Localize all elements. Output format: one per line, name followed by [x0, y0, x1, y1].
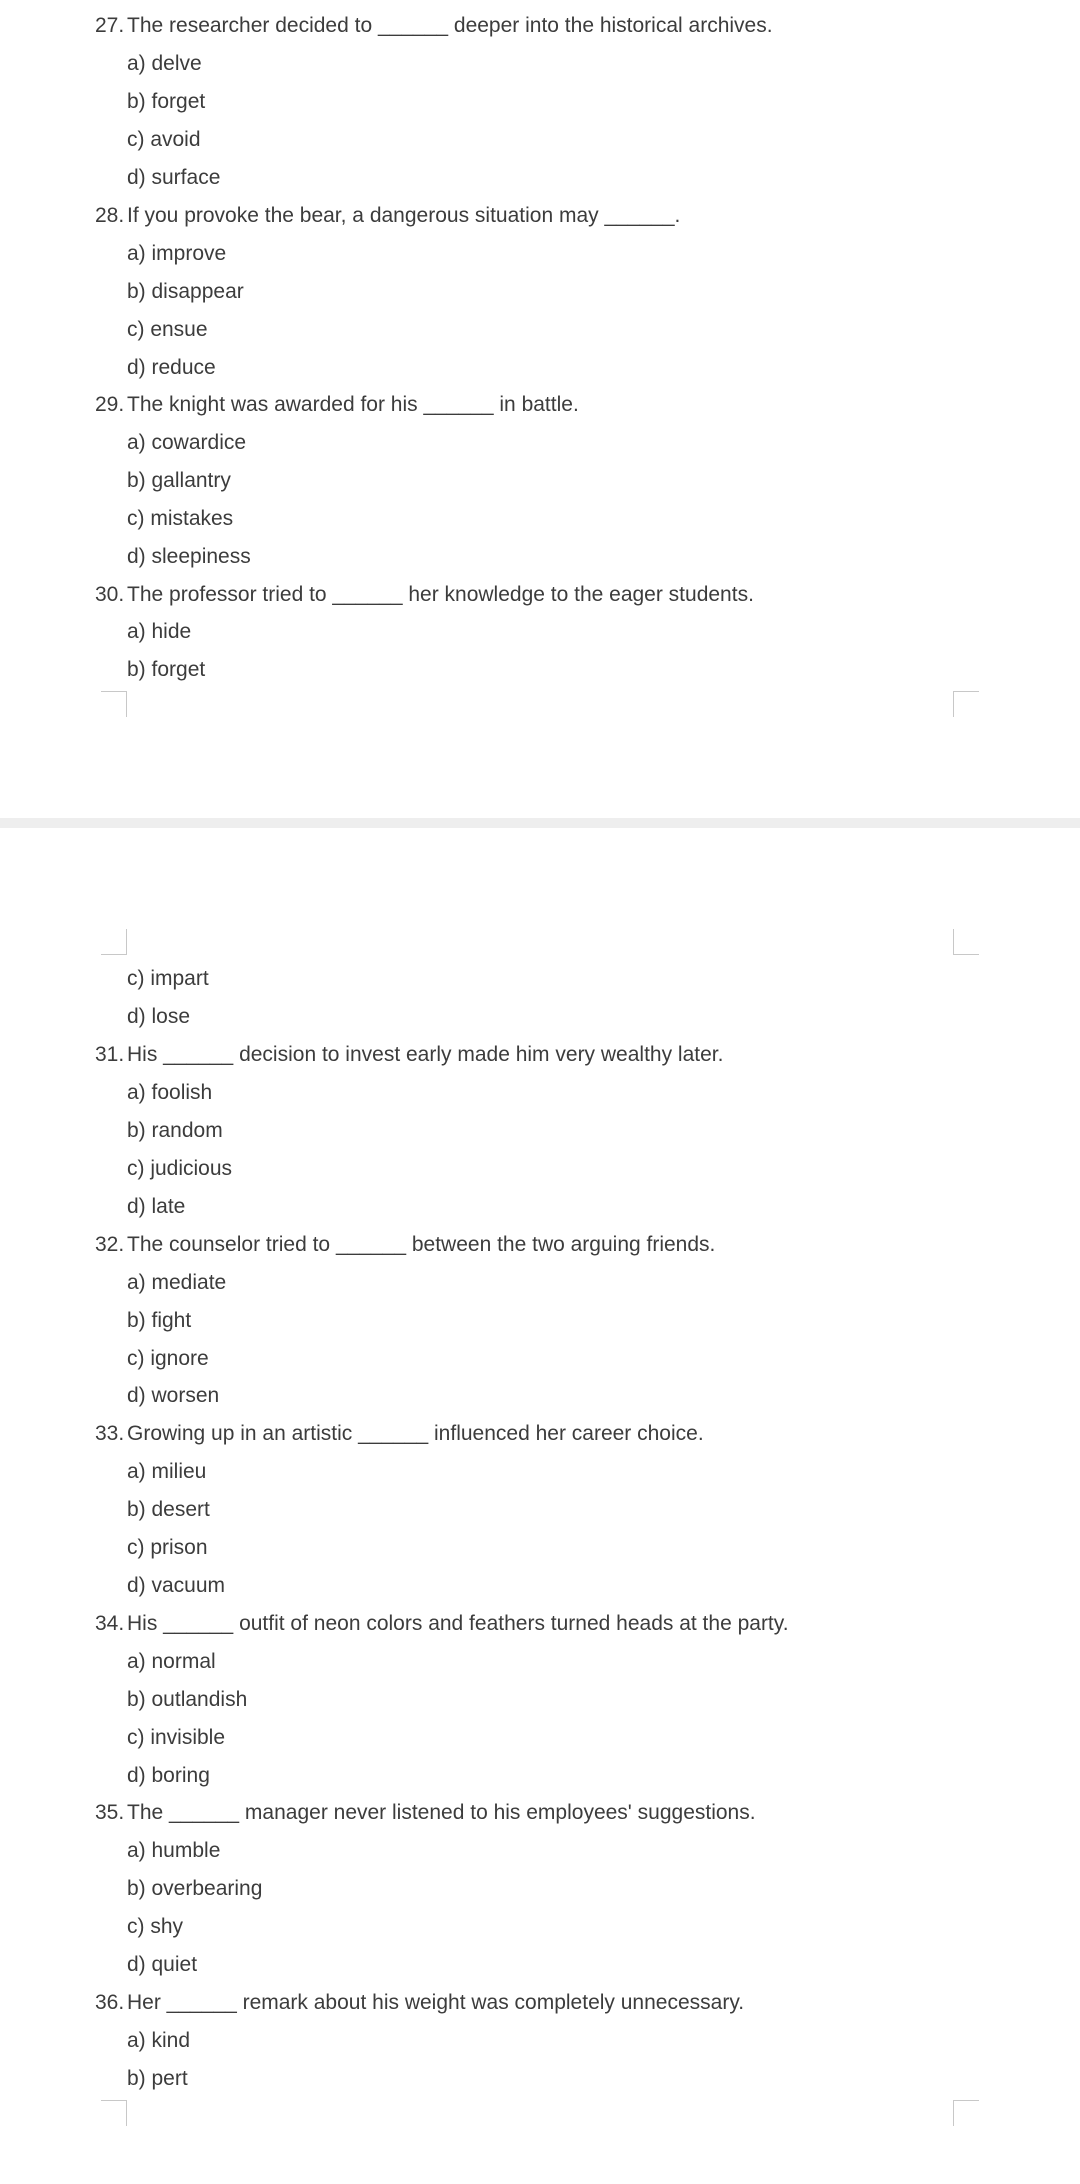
question-32: 32. The counselor tried to ______ between the two arguing friends.	[95, 1233, 716, 1256]
option-30a: a) hide	[127, 620, 192, 643]
question-29: 29. The knight was awarded for his ______ in battle.	[95, 393, 579, 416]
question-27: 27. The researcher decided to ______ deeper into the historical archives.	[95, 14, 773, 37]
page-corner-mark	[953, 929, 979, 955]
option-35a: a) humble	[127, 1839, 221, 1862]
page-corner-mark	[101, 929, 127, 955]
option-29b: b) gallantry	[127, 469, 231, 492]
option-32c: c) ignore	[127, 1347, 209, 1370]
option-28c: c) ensue	[127, 318, 208, 341]
page-corner-mark	[101, 2100, 127, 2126]
option-31b: b) random	[127, 1119, 223, 1142]
option-35c: c) shy	[127, 1915, 184, 1938]
option-27b: b) forget	[127, 90, 206, 113]
page-corner-mark	[953, 2100, 979, 2126]
option-31c: c) judicious	[127, 1157, 233, 1180]
option-32a: a) mediate	[127, 1271, 227, 1294]
option-32b: b) fight	[127, 1309, 192, 1332]
option-34a: a) normal	[127, 1650, 216, 1673]
option-29c: c) mistakes	[127, 507, 234, 530]
option-27d: d) surface	[127, 166, 221, 189]
option-33a: a) milieu	[127, 1460, 207, 1483]
option-32d: d) worsen	[127, 1384, 220, 1407]
option-33b: b) desert	[127, 1498, 210, 1521]
option-28b: b) disappear	[127, 280, 244, 303]
option-34d: d) boring	[127, 1764, 210, 1787]
option-35b: b) overbearing	[127, 1877, 263, 1900]
page-separator	[0, 818, 1080, 828]
document-page-1	[0, 0, 1080, 818]
option-28d: d) reduce	[127, 356, 216, 379]
option-28a: a) improve	[127, 242, 227, 265]
question-35: 35. The ______ manager never listened to his employees' suggestions.	[95, 1801, 756, 1824]
option-31d: d) late	[127, 1195, 186, 1218]
option-30b: b) forget	[127, 658, 206, 681]
option-35d: d) quiet	[127, 1953, 198, 1976]
option-34b: b) outlandish	[127, 1688, 248, 1711]
question-31: 31. His ______ decision to invest early made him very wealthy later.	[95, 1043, 724, 1066]
option-30c: c) impart	[127, 967, 209, 990]
option-27c: c) avoid	[127, 128, 201, 151]
option-36a: a) kind	[127, 2029, 191, 2052]
option-29a: a) cowardice	[127, 431, 247, 454]
document-page-2	[0, 828, 1080, 2184]
page-corner-mark	[953, 691, 979, 717]
question-33: 33. Growing up in an artistic ______ influenced her career choice.	[95, 1422, 704, 1445]
option-31a: a) foolish	[127, 1081, 213, 1104]
option-33d: d) vacuum	[127, 1574, 226, 1597]
option-27a: a) delve	[127, 52, 202, 75]
option-34c: c) invisible	[127, 1726, 226, 1749]
question-28: 28. If you provoke the bear, a dangerous situation may ______.	[95, 204, 681, 227]
option-36b: b) pert	[127, 2067, 188, 2090]
page-corner-mark	[101, 691, 127, 717]
option-30d: d) lose	[127, 1005, 191, 1028]
question-36: 36. Her ______ remark about his weight was completely unnecessary.	[95, 1991, 745, 2014]
question-34: 34. His ______ outfit of neon colors and feathers turned heads at the party.	[95, 1612, 789, 1635]
option-33c: c) prison	[127, 1536, 208, 1559]
question-30: 30. The professor tried to ______ her knowledge to the eager students.	[95, 583, 754, 606]
option-29d: d) sleepiness	[127, 545, 251, 568]
